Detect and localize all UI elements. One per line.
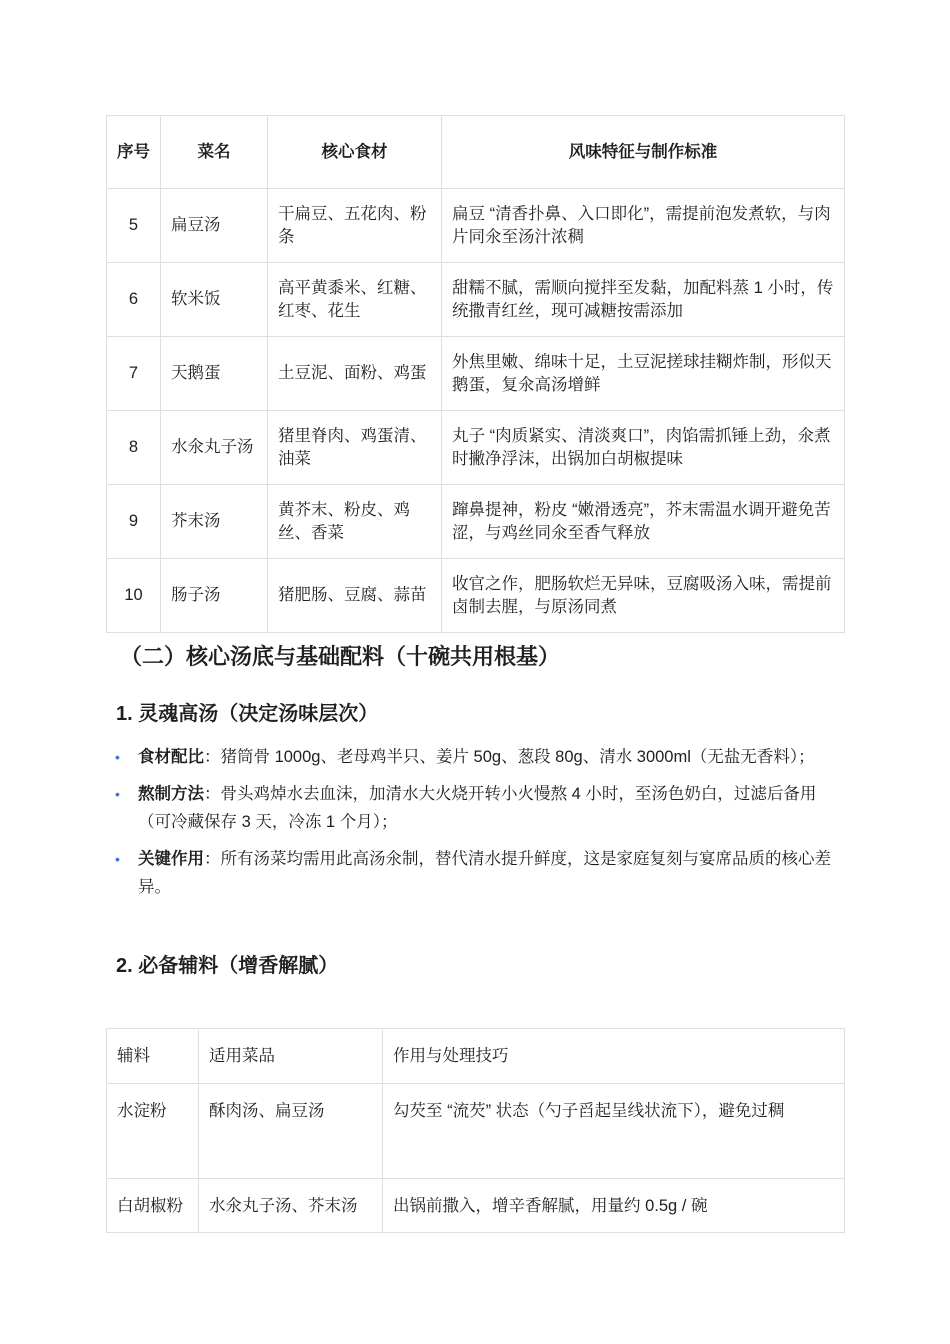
bullet-label: 熬制方法	[138, 785, 204, 803]
section-title: （二）核心汤底与基础配料（十碗共用根基）	[120, 644, 561, 669]
bullet-dot-icon: •	[115, 851, 120, 867]
cell-name: 水氽丸子汤	[161, 411, 268, 485]
bullet-dot-icon: •	[115, 749, 120, 765]
cell-condiment: 水淀粉	[107, 1084, 199, 1179]
table-row	[107, 411, 845, 485]
stock-bullet-list	[112, 743, 834, 910]
cell-num: 9	[107, 485, 161, 559]
bullet-text: ：所有汤菜均需用此高汤氽制，替代清水提升鲜度，这是家庭复刻与宴席品质的核心差异。	[138, 850, 831, 896]
subsection-title-stock: 1. 灵魂高汤（决定汤味层次）	[116, 703, 379, 725]
cell-condiment: 白胡椒粉	[107, 1179, 199, 1233]
cell-num: 5	[107, 189, 161, 263]
cell-usage: 勾芡至 “流芡” 状态（勺子舀起呈线状流下），避免过稠	[383, 1084, 845, 1179]
bullet-text: ：猪筒骨 1000g、老母鸡半只、姜片 50g、葱段 80g、清水 3000ml（无盐无香料）；	[204, 748, 815, 766]
cell-ingredients: 猪里脊肉、鸡蛋清、油菜	[268, 411, 442, 485]
table-row	[107, 1179, 845, 1233]
bullet-label: 食材配比	[138, 748, 204, 766]
cell-ingredients: 黄芥末、粉皮、鸡丝、香菜	[268, 485, 442, 559]
cell-flavor: 蹿鼻提神，粉皮 “嫩滑透亮”，芥末需温水调开避免苦涩，与鸡丝同氽至香气释放	[442, 485, 845, 559]
list-item	[112, 845, 834, 901]
cell-num: 8	[107, 411, 161, 485]
table-header-row	[107, 1029, 845, 1084]
cell-name: 软米饭	[161, 263, 268, 337]
table-row	[107, 263, 845, 337]
cell-dishes: 酥肉汤、扁豆汤	[199, 1084, 383, 1179]
header-ingredients: 核心食材	[268, 116, 442, 189]
cell-flavor: 丸子 “肉质紧实、清淡爽口”，肉馅需抓锤上劲，氽煮时撇净浮沫，出锅加白胡椒提味	[442, 411, 845, 485]
cell-flavor: 扁豆 “清香扑鼻、入口即化”，需提前泡发煮软，与肉片同氽至汤汁浓稠	[442, 189, 845, 263]
cell-name: 肠子汤	[161, 559, 268, 633]
cell-ingredients: 高平黄黍米、红糖、红枣、花生	[268, 263, 442, 337]
table-row	[107, 1084, 845, 1179]
bullet-text: ：骨头鸡焯水去血沫，加清水大火烧开转小火慢熬 4 小时，至汤色奶白，过滤后备用（可冷藏保存 3 天，冷冻 1 个月）；	[138, 785, 817, 831]
cell-num: 6	[107, 263, 161, 337]
cell-ingredients: 猪肥肠、豆腐、蒜苗	[268, 559, 442, 633]
cell-num: 10	[107, 559, 161, 633]
bullet-dot-icon: •	[115, 786, 120, 802]
cell-num: 7	[107, 337, 161, 411]
cell-ingredients: 干扁豆、五花肉、粉条	[268, 189, 442, 263]
cell-flavor: 外焦里嫩、绵味十足，土豆泥搓球挂糊炸制，形似天鹅蛋，复氽高汤增鲜	[442, 337, 845, 411]
table-header-row	[107, 116, 845, 189]
header-num: 序号	[107, 116, 161, 189]
header-condiment: 辅料	[107, 1029, 199, 1084]
list-item	[112, 743, 834, 771]
cell-dishes: 水氽丸子汤、芥末汤	[199, 1179, 383, 1233]
cell-usage: 出锅前撒入，增辛香解腻，用量约 0.5g / 碗	[383, 1179, 845, 1233]
cell-flavor: 甜糯不腻，需顺向搅拌至发黏，加配料蒸 1 小时，传统撒青红丝，现可减糖按需添加	[442, 263, 845, 337]
header-name: 菜名	[161, 116, 268, 189]
list-item	[112, 780, 834, 836]
bullet-label: 关键作用	[138, 850, 204, 868]
cell-name: 扁豆汤	[161, 189, 268, 263]
table-row	[107, 559, 845, 633]
cell-name: 天鹅蛋	[161, 337, 268, 411]
header-flavor: 风味特征与制作标准	[442, 116, 845, 189]
table-row	[107, 337, 845, 411]
table-row	[107, 189, 845, 263]
cell-flavor: 收官之作，肥肠软烂无异味，豆腐吸汤入味，需提前卤制去腥，与原汤同煮	[442, 559, 845, 633]
dishes-table	[106, 115, 845, 633]
condiments-table	[106, 1028, 845, 1233]
cell-ingredients: 土豆泥、面粉、鸡蛋	[268, 337, 442, 411]
header-usage: 作用与处理技巧	[383, 1029, 845, 1084]
cell-name: 芥末汤	[161, 485, 268, 559]
table-row	[107, 485, 845, 559]
header-dishes: 适用菜品	[199, 1029, 383, 1084]
subsection-title-condiments: 2. 必备辅料（增香解腻）	[116, 955, 339, 977]
